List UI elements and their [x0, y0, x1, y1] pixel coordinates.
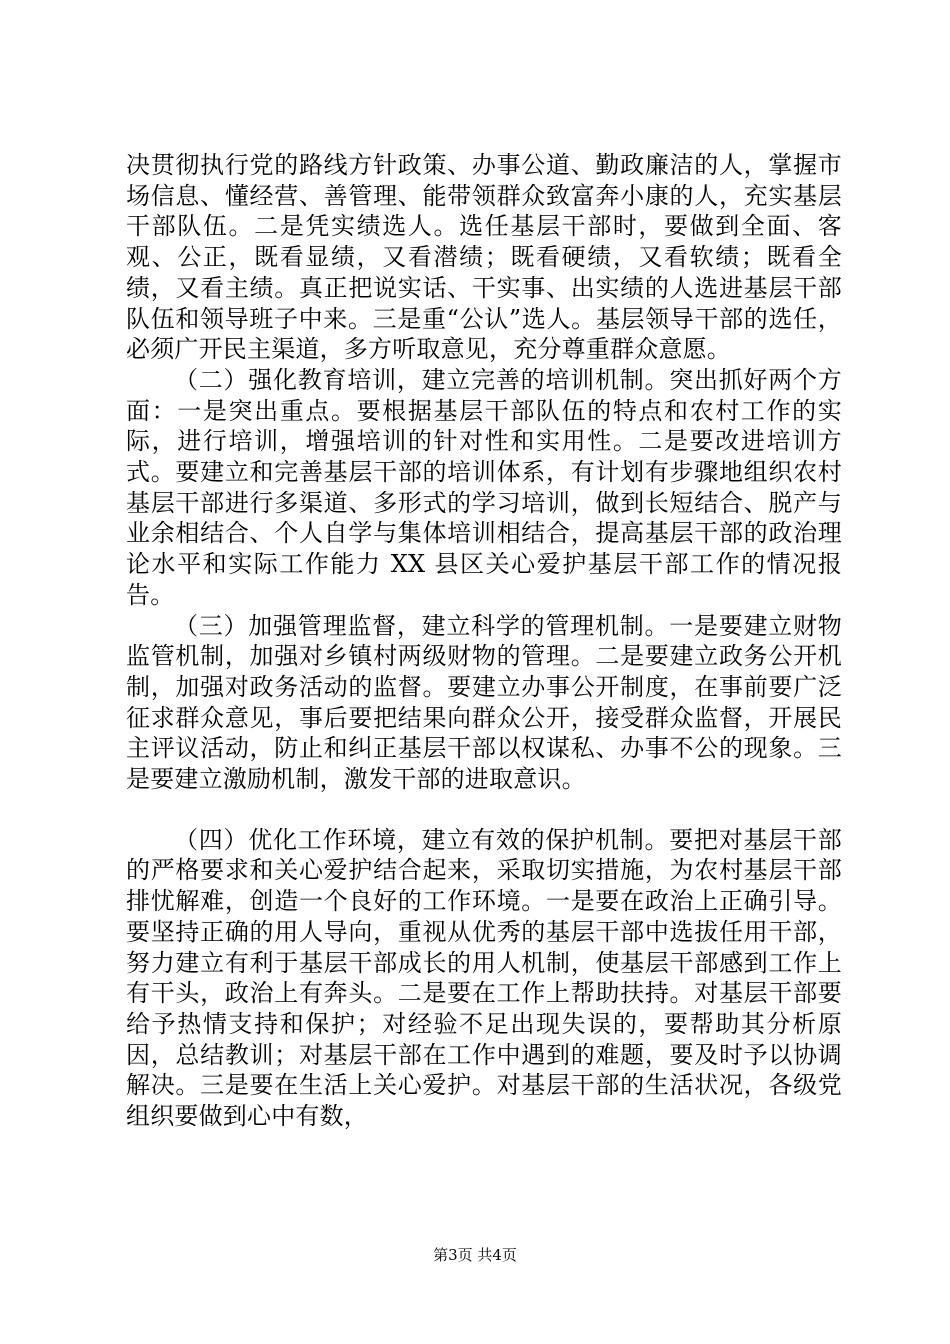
paragraph-3: （三）加强管理监督，建立科学的管理机制。一是要建立财物监管机制，加强对乡镇村两级财物的管理。二是要建立政务公开机制，加强对政务活动的监督。要建立办事公开制度，在事前要广泛征求群众意见，事后要把结果向群众公开，接受群众监督，开展民主评议活动，防止和纠正基层干部以权谋私、办事不公的现象。三是要建立激励机制，激发干部的进取意识。 — [126, 611, 842, 794]
paragraph-1: 决贯彻执行党的路线方针政策、办事公道、勤政廉洁的人，掌握市场信息、懂经营、善管理、能带领群众致富奔小康的人，充实基层干部队伍。二是凭实绩选人。选任基层干部时，要做到全面、客观、公正，既看显绩，又看潜绩；既看硬绩，又看软绩；既看全绩，又看主绩。真正把说实话、干实事、出实绩的人选进基层干部队伍和领导班子中来。三是重“公认”选人。基层领导干部的选任，必须广开民主渠道，多方听取意见，充分尊重群众意愿。 — [126, 151, 842, 364]
page-footer: 第3页 共4页 — [433, 1246, 517, 1264]
paragraph-2: （二）强化教育培训，建立完善的培训机制。突出抓好两个方面：一是突出重点。要根据基层干部队伍的特点和农村工作的实际，进行培训，增强培训的针对性和实用性。二是要改进培训方式。要建立和完善基层干部的培训体系，有计划有步骤地组织农村基层干部进行多渠道、多形式的学习培训，做到长短结合、脱产与业余相结合、个人自学与集体培训相结合，提高基层干部的政治理论水平和实际工作能力 XX 县区关心爱护基层干部工作的情况报告。 — [126, 365, 842, 609]
document-body — [126, 150, 842, 1132]
paragraph-4: （四）优化工作环境，建立有效的保护机制。要把对基层干部的严格要求和关心爱护结合起来，采取切实措施，为农村基层干部排忧解难，创造一个良好的工作环境。一是要在政治上正确引导。要坚持正确的用人导向，重视从优秀的基层干部中选拔任用干部，努力建立有利于基层干部成长的用人机制，使基层干部感到工作上有干头，政治上有奔头。二是要在工作上帮助扶持。对基层干部要给予热情支持和保护；对经验不足出现失误的，要帮助其分析原因，总结教训；对基层干部在工作中遇到的难题，要及时予以协调解决。三是要在生活上关心爱护。对基层干部的生活状况，各级党组织要做到心中有数， — [126, 825, 842, 1131]
